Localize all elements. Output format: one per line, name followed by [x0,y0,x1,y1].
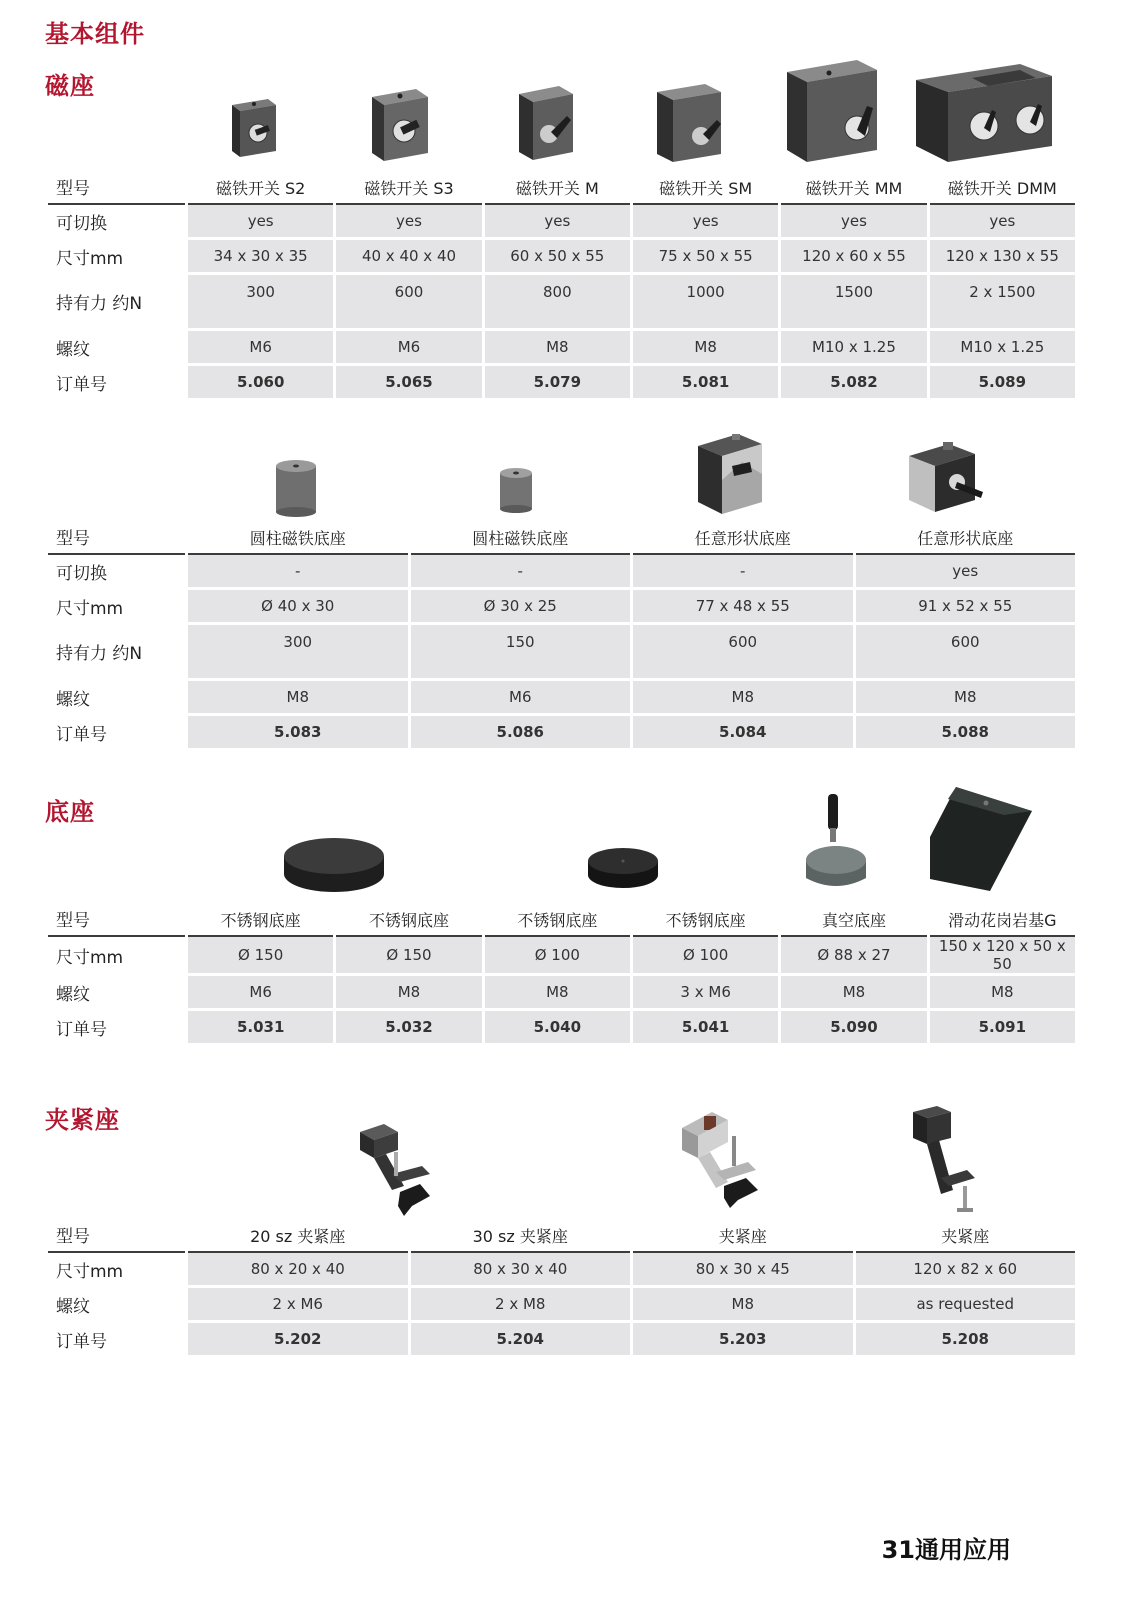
product-name: 20 sz 夹紧座 [188,1218,408,1253]
order-number: 5.086 [411,716,631,751]
table-cell: 300 [188,275,333,331]
row-label-thread: 螺纹 [48,976,185,1011]
order-number: 5.088 [856,716,1076,751]
table-cell: M10 x 1.25 [930,331,1075,366]
row-label-order: 订单号 [48,1323,185,1358]
product-name: 不锈钢底座 [485,902,630,937]
row-label-order: 订单号 [48,1011,185,1046]
table-cell: 600 [856,625,1076,681]
table-cell: M6 [188,331,333,366]
table-cell: 75 x 50 x 55 [633,240,778,275]
table-cell: M8 [188,681,408,716]
section-heading-magnetic: 磁座 [45,72,95,100]
row-label-thread: 螺纹 [48,331,185,366]
magnet-mm-image [785,58,881,166]
cylinder-magnet-large-image [274,458,318,518]
product-name: 圆柱磁铁底座 [188,520,408,555]
page-footer: 31通用应用 [881,1536,1011,1564]
granite-base-image [928,785,1036,895]
clamp-20sz-image [356,1122,440,1220]
row-label-size: 尺寸mm [48,937,185,976]
table-cell: yes [188,205,333,240]
order-number: 5.040 [485,1011,630,1046]
product-name: 磁铁开关 MM [781,170,926,205]
section-heading-base: 底座 [45,798,95,826]
order-number: 5.079 [485,366,630,401]
table-cell: M8 [633,331,778,366]
row-label-thread: 螺纹 [48,1288,185,1323]
order-number: 5.091 [930,1011,1075,1046]
table-cell: 3 x M6 [633,976,778,1011]
order-number: 5.090 [781,1011,926,1046]
table-cell: as requested [856,1288,1076,1323]
order-number: 5.082 [781,366,926,401]
table-cell: yes [781,205,926,240]
table-cell: yes [633,205,778,240]
product-name: 磁铁开关 S3 [336,170,481,205]
table-cell: 2 x M6 [188,1288,408,1323]
product-name: 圆柱磁铁底座 [411,520,631,555]
table-cell: M8 [781,976,926,1011]
row-label-order: 订单号 [48,716,185,751]
base-table [45,902,1078,1046]
table-cell: 1500 [781,275,926,331]
order-number: 5.084 [633,716,853,751]
magnetic-switch-table [45,170,1078,401]
table-cell: Ø 100 [485,937,630,976]
row-label-size: 尺寸mm [48,240,185,275]
order-number: 5.032 [336,1011,481,1046]
product-name: 磁铁开关 DMM [930,170,1075,205]
table-cell: 2 x M8 [411,1288,631,1323]
row-label-model: 型号 [48,520,185,555]
order-number: 5.083 [188,716,408,751]
table-cell: 600 [336,275,481,331]
free-shape-base-2-image [905,434,989,518]
table-cell: Ø 100 [633,937,778,976]
table-cell: M6 [411,681,631,716]
magnetic-base-table [45,520,1078,751]
table-cell: - [633,555,853,590]
row-label-model: 型号 [48,1218,185,1253]
table-cell: yes [336,205,481,240]
table-cell: Ø 150 [336,937,481,976]
clamp-30sz-image [676,1106,768,1210]
product-name: 夹紧座 [856,1218,1076,1253]
table-cell: M6 [188,976,333,1011]
order-number: 5.204 [411,1323,631,1358]
order-number: 5.203 [633,1323,853,1358]
table-cell: yes [930,205,1075,240]
product-name: 不锈钢底座 [633,902,778,937]
table-cell: M8 [485,331,630,366]
row-label-thread: 螺纹 [48,681,185,716]
product-name: 30 sz 夹紧座 [411,1218,631,1253]
product-name: 磁铁开关 M [485,170,630,205]
table-cell: 40 x 40 x 40 [336,240,481,275]
table-cell: yes [485,205,630,240]
row-label-size: 尺寸mm [48,1253,185,1288]
row-label-holding: 持有力 约N [48,625,185,681]
table-cell: 80 x 30 x 40 [411,1253,631,1288]
magnet-sm-image [655,80,725,166]
clamp-image [905,1104,985,1226]
table-cell: Ø 150 [188,937,333,976]
table-cell: M10 x 1.25 [781,331,926,366]
table-cell: - [411,555,631,590]
table-cell: 2 x 1500 [930,275,1075,331]
product-name: 磁铁开关 SM [633,170,778,205]
product-name: 真空底座 [781,902,926,937]
table-cell: 80 x 20 x 40 [188,1253,408,1288]
order-number: 5.065 [336,366,481,401]
order-number: 5.089 [930,366,1075,401]
table-cell: 60 x 50 x 55 [485,240,630,275]
row-label-size: 尺寸mm [48,590,185,625]
vacuum-base-image [800,792,872,896]
row-label-holding: 持有力 约N [48,275,185,331]
table-cell: 300 [188,625,408,681]
table-cell: 120 x 82 x 60 [856,1253,1076,1288]
table-cell: Ø 88 x 27 [781,937,926,976]
order-number: 5.060 [188,366,333,401]
steel-base-100-image [586,845,660,891]
row-label-switchable: 可切换 [48,205,185,240]
section-heading-clamp: 夹紧座 [45,1106,120,1134]
table-cell: M8 [336,976,481,1011]
table-cell: Ø 40 x 30 [188,590,408,625]
table-cell: M8 [633,681,853,716]
table-cell: 77 x 48 x 55 [633,590,853,625]
table-cell: 150 [411,625,631,681]
steel-base-150-image [282,836,386,894]
order-number: 5.031 [188,1011,333,1046]
table-cell: M6 [336,331,481,366]
row-label-model: 型号 [48,902,185,937]
row-label-model: 型号 [48,170,185,205]
product-name: 夹紧座 [633,1218,853,1253]
product-name: 滑动花岗岩基G [930,902,1075,937]
row-label-order: 订单号 [48,366,185,401]
table-cell: 80 x 30 x 45 [633,1253,853,1288]
table-cell: 120 x 60 x 55 [781,240,926,275]
free-shape-base-1-image [692,426,768,522]
order-number: 5.208 [856,1323,1076,1358]
table-cell: 34 x 30 x 35 [188,240,333,275]
table-cell: 800 [485,275,630,331]
table-cell: 1000 [633,275,778,331]
table-cell: M8 [633,1288,853,1323]
table-cell: yes [856,555,1076,590]
table-cell: 600 [633,625,853,681]
magnet-s3-image [368,85,432,165]
table-cell: 120 x 130 x 55 [930,240,1075,275]
magnet-s2-image [228,95,280,163]
product-name: 磁铁开关 S2 [188,170,333,205]
table-cell: Ø 30 x 25 [411,590,631,625]
page-title: 基本组件 [45,20,145,48]
cylinder-magnet-small-image [498,466,534,516]
magnet-m-image [515,82,577,164]
product-name: 不锈钢底座 [336,902,481,937]
table-cell: - [188,555,408,590]
product-name: 任意形状底座 [856,520,1076,555]
magnet-dmm-image [912,58,1056,166]
table-cell: M8 [856,681,1076,716]
order-number: 5.202 [188,1323,408,1358]
table-cell: 150 x 120 x 50 x 50 [930,937,1075,976]
table-cell: M8 [930,976,1075,1011]
clamp-table [45,1218,1078,1358]
product-name: 任意形状底座 [633,520,853,555]
row-label-switchable: 可切换 [48,555,185,590]
order-number: 5.081 [633,366,778,401]
table-cell: M8 [485,976,630,1011]
order-number: 5.041 [633,1011,778,1046]
product-name: 不锈钢底座 [188,902,333,937]
table-cell: 91 x 52 x 55 [856,590,1076,625]
